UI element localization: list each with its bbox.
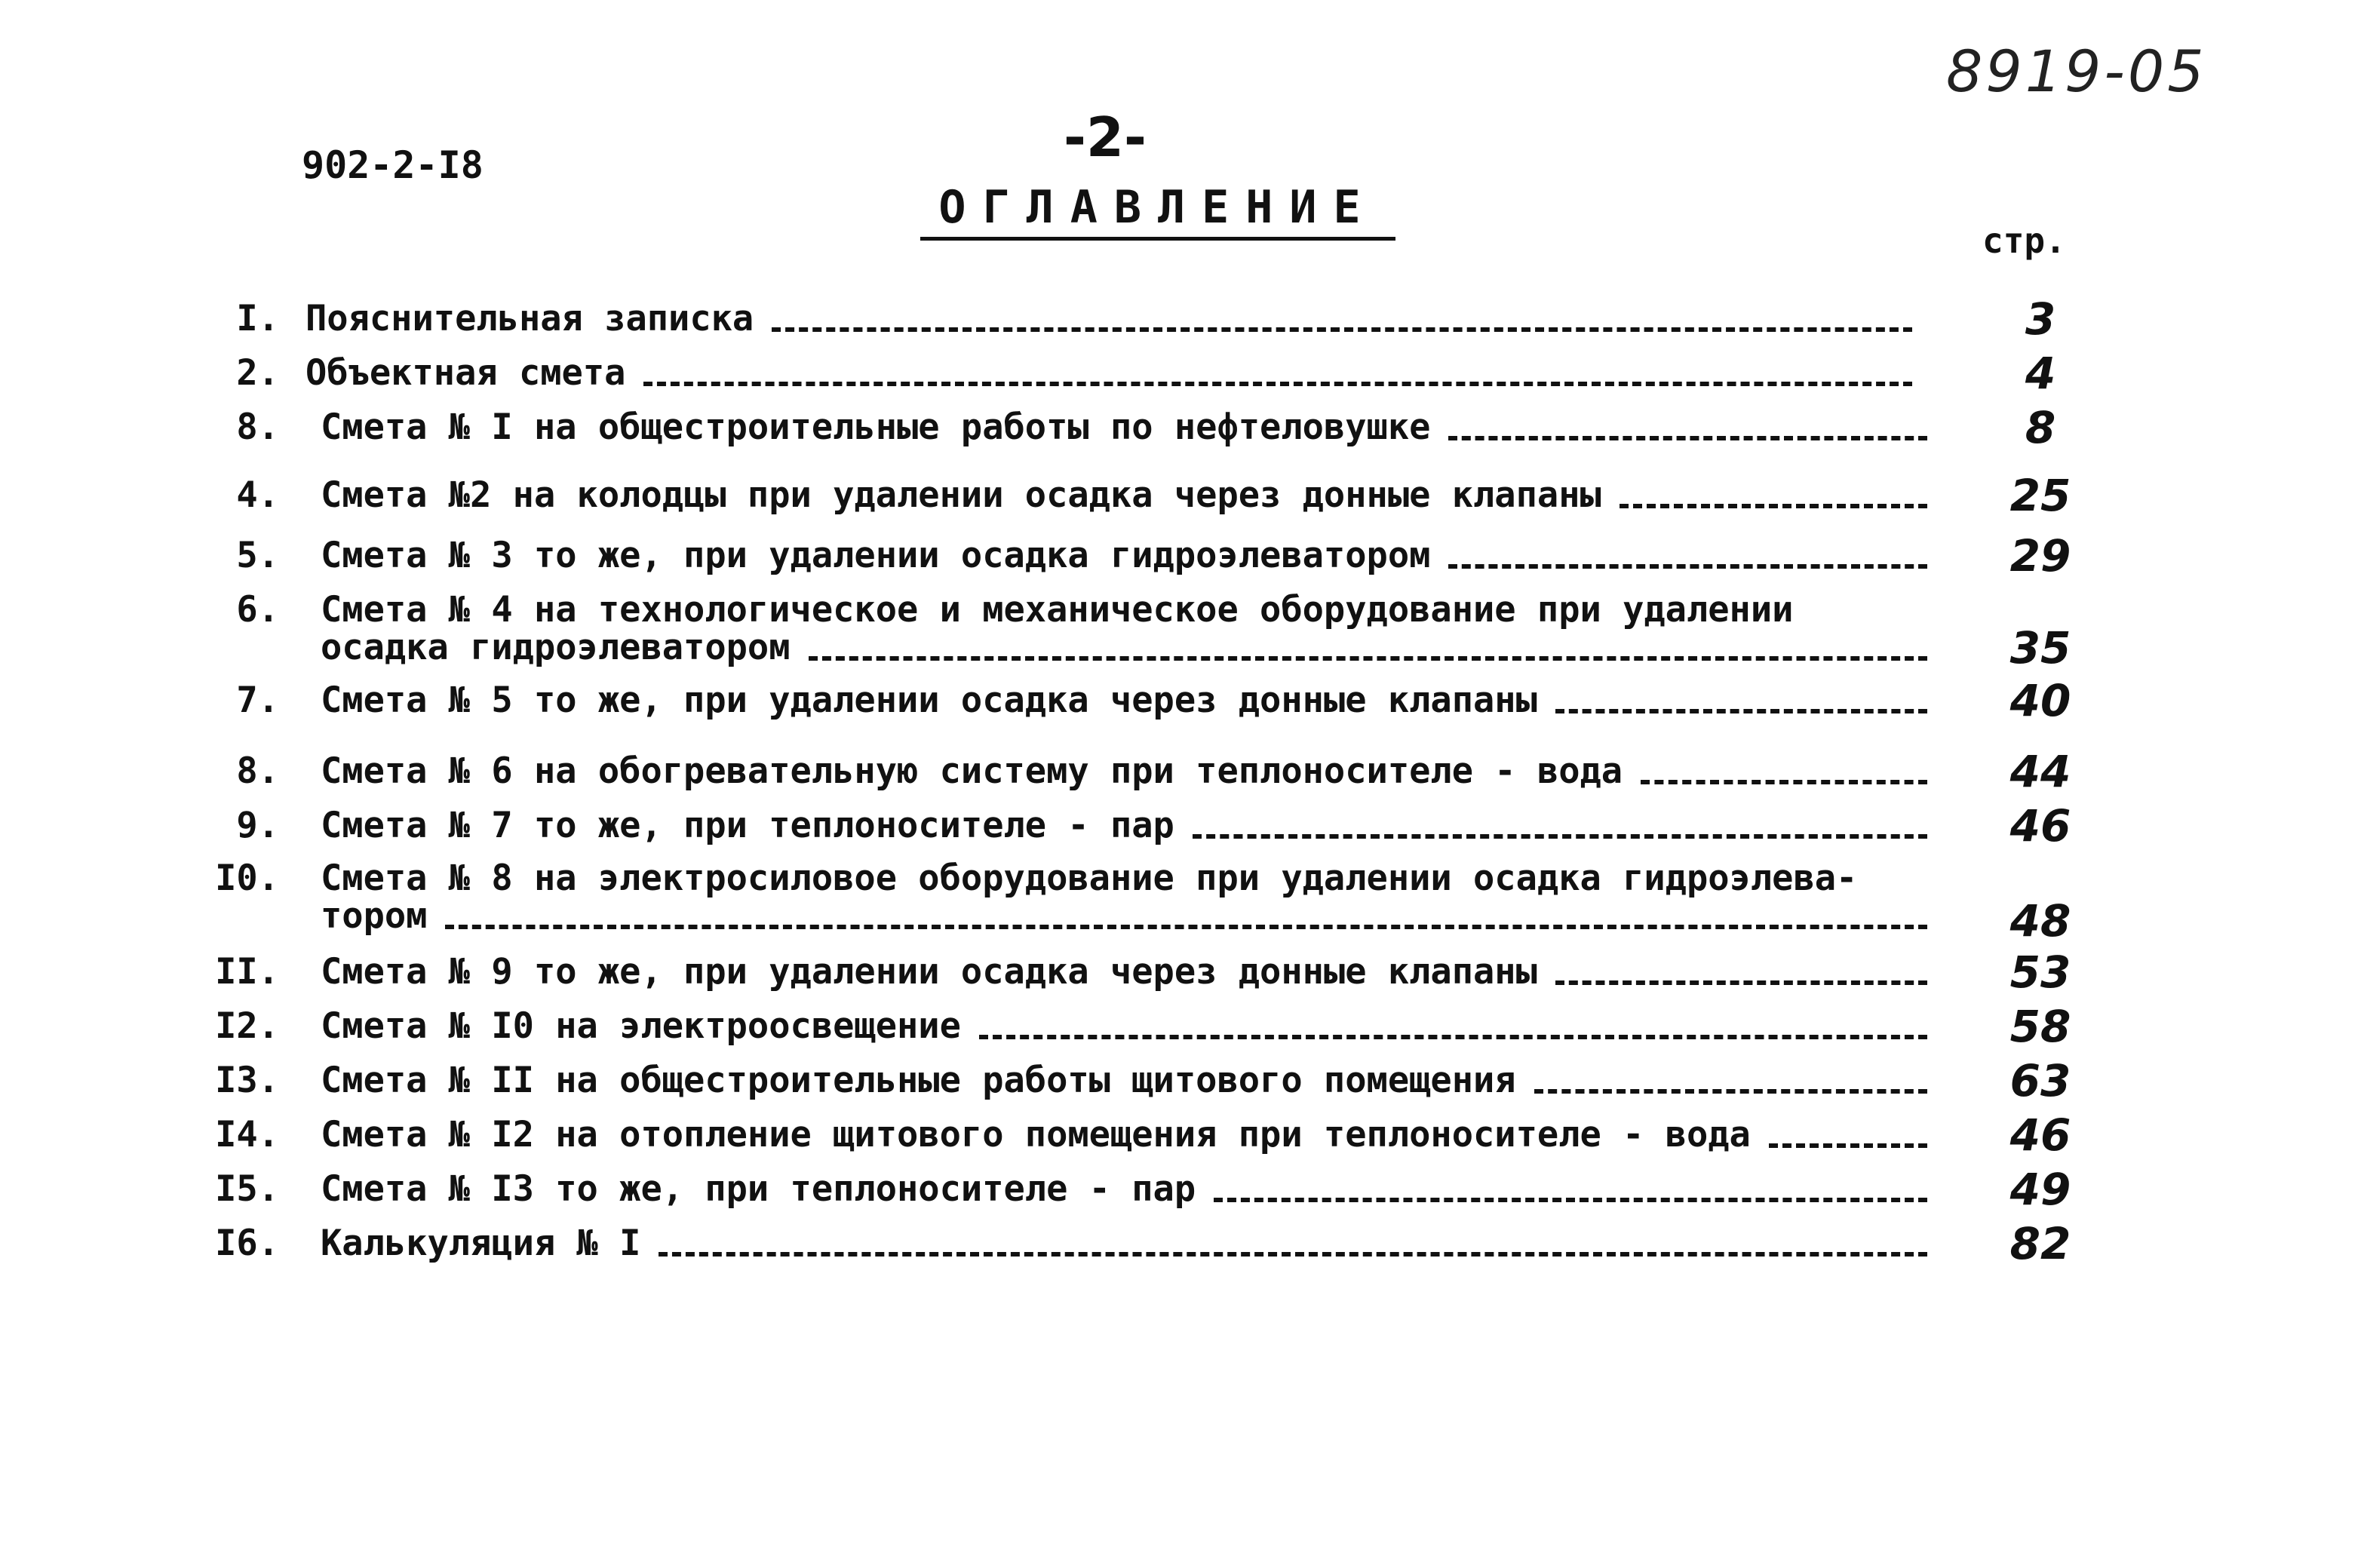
toc-entry-number: I3. [215, 1060, 279, 1101]
toc-entry-text: Смета № 6 на обогревательную систему при теплоносителе - вода [321, 753, 1927, 790]
dot-leader [772, 327, 1912, 332]
toc-entry-text: Смета № 4 на технологическое и механическое оборудование при удалении осадка гидроэлеватором [321, 591, 1927, 667]
toc-entry-text: Калькуляция № I [321, 1225, 1927, 1263]
toc-entry-page: 4 [2025, 348, 2056, 399]
toc-entry-text: Смета № 7 то же, при теплоносителе - пар [321, 807, 1927, 845]
toc-entry-page: 25 [2009, 470, 2071, 521]
toc-entry-text: Смета № I2 на отопление щитового помещения при теплоносителе - вода [321, 1116, 1927, 1154]
toc-entry-page: 63 [2009, 1055, 2071, 1106]
toc-entry-page: 35 [2009, 622, 2071, 674]
toc-entry-text: Смета № I3 то же, при теплоносителе - пар [321, 1171, 1927, 1208]
toc-entry-number: 9. [236, 805, 279, 846]
toc-entry-text: Смета № I0 на электроосвещение [321, 1008, 1927, 1045]
toc-entry-number: 8. [236, 407, 279, 448]
toc-entry-number: 2. [236, 352, 279, 394]
toc-entry-number: 8. [236, 750, 279, 792]
toc-entry-number: 4. [236, 474, 279, 516]
dot-leader [1448, 564, 1927, 569]
toc-entry-page: 29 [2009, 530, 2071, 581]
toc-entry-page: 40 [2009, 675, 2071, 726]
toc-entry-text: Смета №2 на колодцы при удалении осадка через донные клапаны [321, 477, 1927, 514]
toc-entry-page: 46 [2009, 1109, 2071, 1161]
dot-leader [659, 1252, 1927, 1257]
dot-leader [1641, 780, 1927, 784]
toc-entry-page: 44 [2009, 746, 2071, 797]
toc-entry-page: 53 [2009, 947, 2071, 998]
toc-entry-number: II. [215, 951, 279, 993]
dot-leader [1214, 1198, 1927, 1202]
toc-entry-text: Смета № I на общестроительные работы по нефтеловушке [321, 409, 1927, 446]
document-code: 902-2-I8 [302, 143, 484, 187]
dot-leader [979, 1035, 1927, 1039]
toc-entry-number: I. [236, 298, 279, 339]
toc-title: ОГЛАВЛЕНИЕ [920, 181, 1395, 241]
toc-entry-number: I2. [215, 1005, 279, 1047]
toc-entry-number: I4. [215, 1114, 279, 1155]
dot-leader [809, 656, 1927, 661]
toc-entry-page: 46 [2009, 800, 2071, 852]
toc-entry-number: I6. [215, 1223, 279, 1264]
toc-entry-text: Объектная смета [305, 354, 1912, 392]
toc-entry-text: Смета № 8 на электросиловое оборудование при удалении осадка гидроэлева- тором [321, 860, 1927, 935]
toc-entry-text: Смета № 3 то же, при удалении осадка гидроэлеватором [321, 537, 1927, 575]
toc-entry-text: Смета № 9 то же, при удалении осадка через донные клапаны [321, 953, 1927, 991]
dot-leader [643, 382, 1912, 386]
dot-leader [445, 925, 1927, 929]
toc-entry-page: 3 [2025, 293, 2056, 345]
dot-leader [1193, 834, 1927, 839]
toc-entry-page: 8 [2025, 402, 2056, 453]
toc-entry-number: 7. [236, 680, 279, 721]
dot-leader [1620, 504, 1927, 508]
page-number: -2- [1064, 106, 1147, 169]
toc-entry-number: I0. [215, 858, 279, 899]
toc-entry-page: 58 [2009, 1001, 2071, 1052]
toc-entry-text: Пояснительная записка [305, 300, 1912, 338]
toc-entry-page: 49 [2009, 1164, 2071, 1215]
toc-entry-number: 6. [236, 589, 279, 631]
toc-entry-text: Смета № II на общестроительные работы щитового помещения [321, 1062, 1927, 1100]
page-column-label: стр. [1982, 220, 2066, 261]
dot-leader [1448, 436, 1927, 440]
toc-entry-text: Смета № 5 то же, при удалении осадка через донные клапаны [321, 682, 1927, 720]
dot-leader [1534, 1089, 1927, 1094]
toc-entry-number: 5. [236, 535, 279, 576]
toc-entry-page: 48 [2009, 895, 2071, 947]
toc-entry-number: I5. [215, 1168, 279, 1210]
dot-leader [1555, 709, 1927, 713]
dot-leader [1555, 980, 1927, 985]
dot-leader [1769, 1143, 1927, 1148]
toc-entry-page: 82 [2009, 1218, 2071, 1269]
archive-number: 8919-05 [1946, 38, 2207, 105]
